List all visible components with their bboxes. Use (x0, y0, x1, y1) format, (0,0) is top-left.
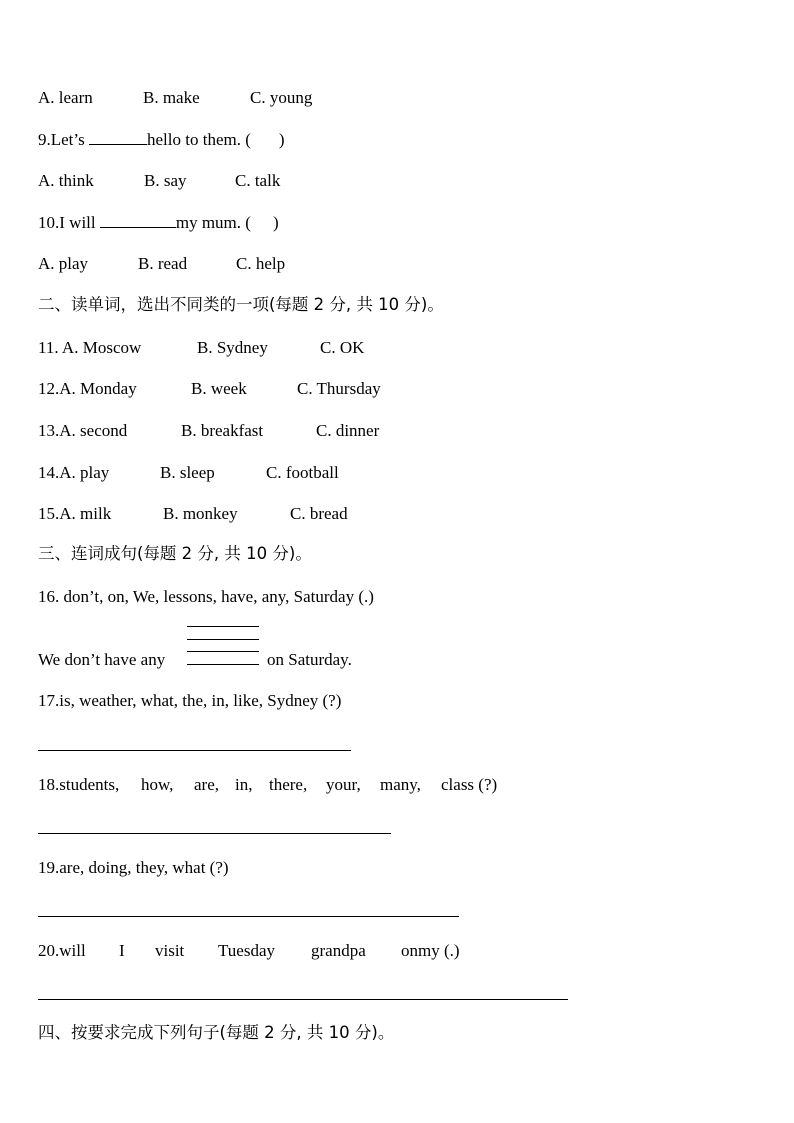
q9-option-a: A. think (38, 171, 94, 190)
q16-prompt: 16. don’t, on, We, lessons, have, any, Saturday (.) (38, 587, 374, 606)
q13-option-a: 13.A. second (38, 421, 128, 440)
q15-option-b: B. monkey (163, 504, 238, 523)
section-4-title: 四、按要求完成下列句子(每题 2 分, 共 10 分)。 (38, 1023, 395, 1042)
q10-option-a: A. play (38, 254, 89, 273)
q12-option-c: C. Thursday (297, 379, 381, 398)
question-10 (38, 213, 279, 233)
q12-option-a: 12.A. Monday (38, 379, 137, 398)
q13-option-c: C. dinner (316, 421, 380, 440)
q11-option-b: B. Sydney (197, 338, 268, 357)
q15-option-c: C. bread (290, 504, 348, 523)
q10-suffix: my mum. ( (175, 213, 251, 232)
q17-answer-line[interactable] (38, 750, 351, 751)
q19-answer-line[interactable] (38, 916, 459, 917)
q18-word: many, (380, 775, 421, 794)
q19-prompt: 19.are, doing, they, what (?) (38, 858, 229, 877)
q9-suffix: hello to them. ( (147, 130, 251, 149)
q14-option-a: 14.A. play (38, 463, 110, 482)
q9-blank[interactable] (89, 130, 147, 145)
q10-option-c: C. help (236, 254, 286, 273)
q16-answer-rule[interactable] (187, 664, 259, 665)
q8-option-a: A. learn (38, 88, 93, 107)
q18-answer-line[interactable] (38, 833, 391, 834)
q10-option-b: B. read (138, 254, 188, 273)
section-2-title: 二、读单词，选出不同类的一项(每题 2 分, 共 10 分)。 (38, 295, 444, 314)
q18-word: are, (194, 775, 220, 794)
q14-option-c: C. football (266, 463, 339, 482)
q17-prompt: 17.is, weather, what, the, in, like, Sydney (?) (38, 691, 342, 710)
q9-close: ) (278, 130, 285, 149)
section-3-title: 三、连词成句(每题 2 分, 共 10 分)。 (38, 544, 312, 563)
q11-option-a: 11. A. Moscow (38, 338, 142, 357)
question-9 (38, 130, 285, 150)
q20-word: 20.will (38, 941, 86, 960)
q18-word: 18.students, (38, 775, 120, 794)
q20-word: Tuesday (218, 941, 275, 960)
q20-word: onmy (.) (401, 941, 460, 960)
q9-option-b: B. say (144, 171, 187, 190)
q16-answer-rule[interactable] (187, 626, 259, 627)
q11-option-c: C. OK (320, 338, 365, 357)
q15-option-a: 15.A. milk (38, 504, 112, 523)
q10-blank[interactable] (100, 213, 176, 228)
q10-prefix: 10.I will (38, 213, 100, 232)
q20-word: visit (155, 941, 185, 960)
q16-answer-end: on Saturday. (267, 650, 352, 669)
q16-answer-rule[interactable] (187, 651, 259, 652)
q10-close: ) (272, 213, 279, 232)
q18-word: class (?) (441, 775, 498, 794)
q20-answer-line[interactable] (38, 999, 568, 1000)
q18-word: how, (141, 775, 174, 794)
q9-prefix: 9.Let’s (38, 130, 89, 149)
q8-option-b: B. make (143, 88, 200, 107)
q20-word: grandpa (311, 941, 366, 960)
q20-word: I (119, 941, 125, 960)
q16-answer-rule[interactable] (187, 639, 259, 640)
q18-word: in, (235, 775, 253, 794)
q9-option-c: C. talk (235, 171, 281, 190)
q12-option-b: B. week (191, 379, 247, 398)
q18-word: there, (269, 775, 308, 794)
q13-option-b: B. breakfast (181, 421, 264, 440)
q18-word: your, (326, 775, 361, 794)
q14-option-b: B. sleep (160, 463, 215, 482)
q16-answer-start: We don’t have any (38, 650, 166, 669)
q8-option-c: C. young (250, 88, 313, 107)
